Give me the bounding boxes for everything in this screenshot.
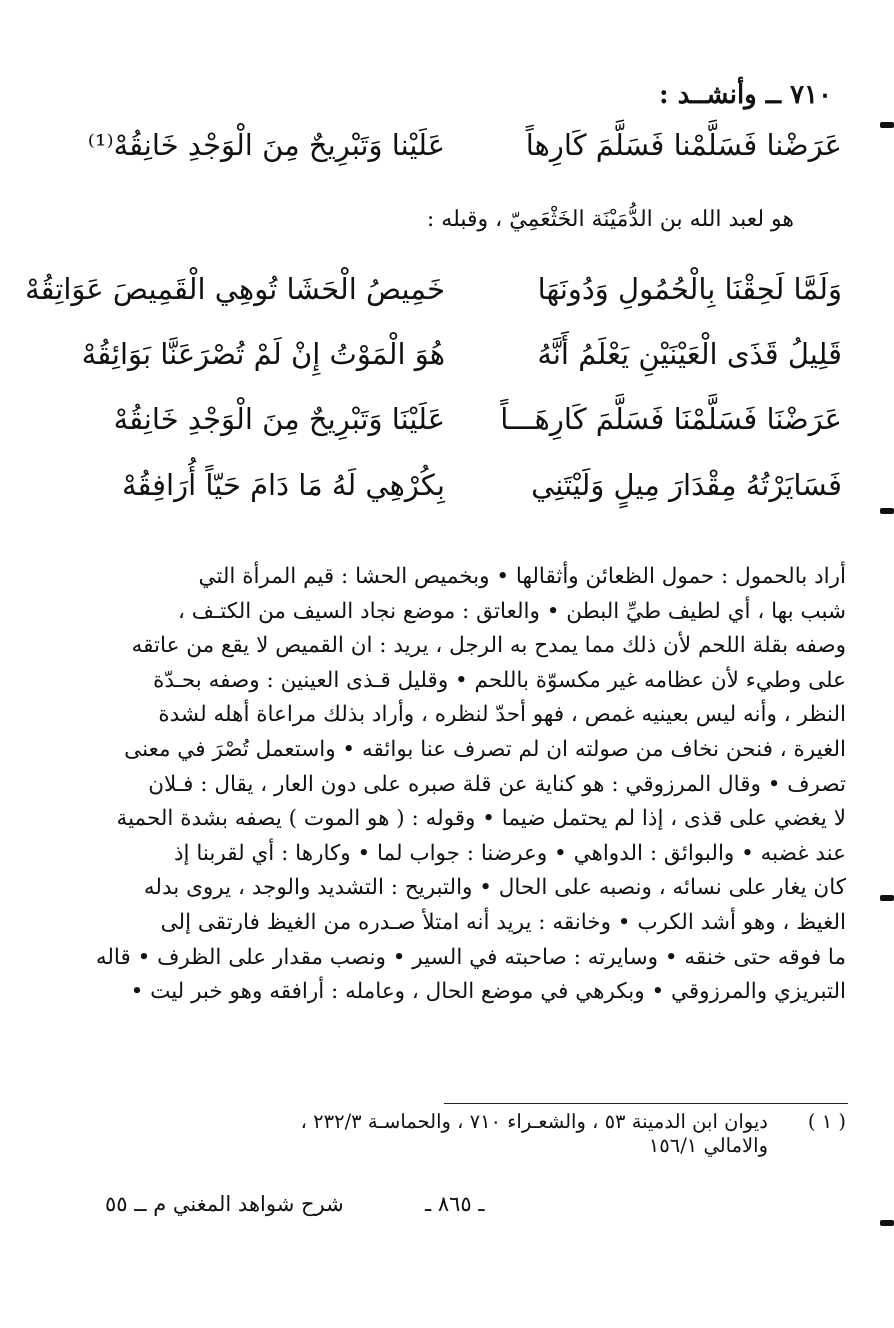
commentary-line: على وطيء لأن عظامه غير مكسوّة باللحم • وقليل قـذى العينين : وصفه بحـدّة bbox=[153, 667, 846, 693]
verse-4-left: بِكُرْهِي لَهُ مَا دَامَ حَيّاً أُرَافِقُهْ bbox=[121, 468, 445, 502]
margin-mark bbox=[880, 1220, 894, 1226]
margin-mark bbox=[880, 895, 894, 901]
poem-heading: ٧١٠ ــ وأنشــد : bbox=[659, 80, 832, 110]
attribution-line: هو لعبد الله بن الدُّمَيْنَة الخَثْعَمِيّ ، وقبله : bbox=[426, 207, 794, 232]
commentary-line: النظر ، وأنه ليس بعينيه غمص ، فهو أحدّ لنظره ، وأراد بذلك مراعاة أهله لشدة bbox=[158, 702, 846, 728]
commentary-line: لا يغضي على قذى ، إذا لم يحتمل ضيما • وقوله : ( هو الموت ) يصفه بشدة الحمية bbox=[116, 806, 846, 832]
footnote-divider bbox=[444, 1103, 848, 1104]
footnote-text bbox=[78, 1110, 768, 1158]
commentary-line: الغيظ ، وهو أشد الكرب • وخانقه : يريد أنه امتلأ صـدره من الغيظ فارتقى إلى bbox=[160, 909, 846, 935]
commentary-line: شبب بها ، أي لطيف طيِّ البطن • والعاتق : موضع نجاد السيف من الكتـف ، bbox=[178, 598, 846, 624]
book-running-footer: شرح شواهد المغني م ــ ٥٥ bbox=[105, 1192, 344, 1216]
first-verse-left-hemistich: عَلَيْنا وَتَبْرِيحٌ مِنَ الْوَجْدِ خَانِقُهْ⁽¹⁾ bbox=[87, 128, 445, 162]
commentary-line: تصرف • وقال المرزوقي : هو كناية عن قلة صبره على دون العار ، يقال : فـلان bbox=[148, 771, 846, 797]
page-number: ـ ٨٦٥ ـ bbox=[425, 1192, 485, 1216]
verse-1-right: وَلَمَّا لَحِقْنَا بِالْحُمُولِ وَدُونَهَا bbox=[537, 272, 842, 306]
commentary-line: عند غضبه • والبوائق : الدواهي • وعرضنا : جواب لما • وكارها : أي لقربنا إذ bbox=[173, 840, 846, 866]
verse-2-left: هُوَ الْمَوْتُ إِنْ لَمْ تُصْرَعَنَّا بَوَائِقُهْ bbox=[81, 337, 445, 371]
margin-mark bbox=[880, 508, 894, 514]
commentary-line: ما فوقه حتى خنقه • وسايرته : صاحبته في السير • ونصب مقدار على الظرف • قاله bbox=[95, 944, 846, 970]
verse-2-right: قَلِيلُ قَذَى الْعَيْنَيْنِ يَعْلَمُ أَنَّهُ bbox=[537, 337, 842, 371]
margin-mark bbox=[880, 122, 894, 128]
commentary-line: الغيرة ، فنحن نخاف من صولته ان لم تصرف عنا بوائقه • واستعمل تُصْرَ في معنى bbox=[124, 736, 846, 762]
footnote-number: ( ١ ) bbox=[807, 1110, 846, 1133]
verse-3-right: عَرَضْنَا فَسَلَّمْنَا فَسَلَّمَ كَارِهَـــاً bbox=[500, 402, 842, 436]
footnote-line: والامالي ١٥٦/١ bbox=[648, 1134, 768, 1157]
commentary-line: وصفه بقلة اللحم لأن ذلك مما يمدح به الرجل ، يريد : ان القميص لا يقع من عاتقه bbox=[131, 633, 846, 659]
commentary-block bbox=[46, 560, 846, 1010]
commentary-line: التبريزي والمرزوقي • وبكرهي في موضع الحال ، وعامله : أرافقه وهو خبر ليت • bbox=[130, 979, 846, 1005]
commentary-line: كان يغار على نسائه ، ونصبه على الحال • والتبريح : التشديد والوجد ، يروى بدله bbox=[143, 875, 846, 901]
footnote-line: ديوان ابن الدمينة ٥٣ ، والشعـراء ٧١٠ ، والحماسـة ٢٣٢/٣ ، bbox=[300, 1110, 768, 1133]
commentary-line: أراد بالحمول : حمول الظعائن وأثقالها • وبخميص الحشا : قيم المرأة التي bbox=[198, 564, 846, 589]
verse-4-right: فَسَايَرْتُهُ مِقْدَارَ مِيلٍ وَلَيْتَنِي bbox=[531, 468, 842, 502]
verse-3-left: عَلَيْنَا وَتَبْرِيحٌ مِنَ الْوَجْدِ خَانِقُهْ bbox=[113, 402, 445, 436]
first-verse-right-hemistich: عَرَضْنا فَسَلَّمْنا فَسَلَّمَ كَارِهاً bbox=[525, 128, 842, 162]
verse-1-left: خَمِيصُ الْحَشَا تُوهِي الْقَمِيصَ عَوَاتِقُهْ bbox=[25, 272, 445, 306]
